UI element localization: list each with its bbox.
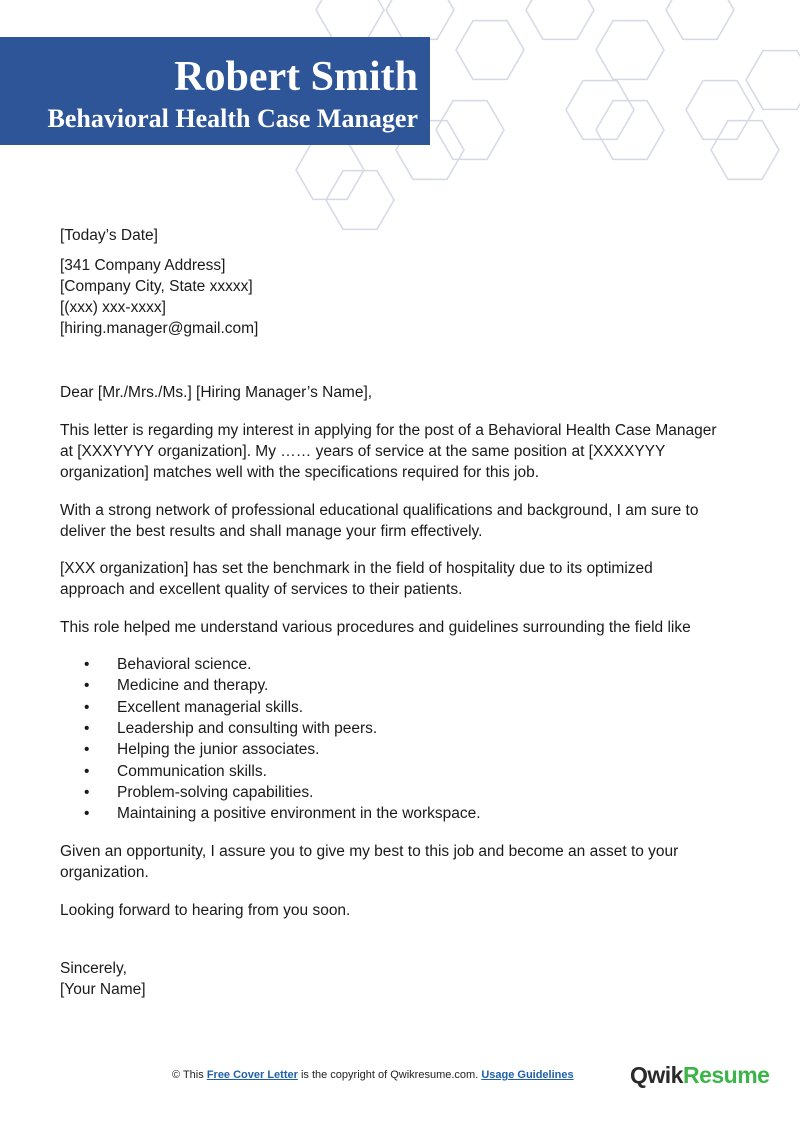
bullet-item: Leadership and consulting with peers. bbox=[117, 719, 378, 737]
bullet-icon: • bbox=[84, 805, 90, 823]
header-banner bbox=[0, 37, 430, 145]
closing-line: Looking forward to hearing from you soon. bbox=[60, 902, 351, 919]
hexagon-shape bbox=[686, 81, 754, 140]
bullet-icon: • bbox=[84, 783, 90, 801]
hexagon-shape bbox=[526, 0, 594, 39]
signoff-line: [Your Name] bbox=[60, 981, 146, 998]
hexagon-shape bbox=[666, 0, 734, 39]
paragraph-line: [XXX organization] has set the benchmark in the field of hospitality due to its optimized bbox=[60, 560, 653, 577]
hexagon-shape bbox=[711, 121, 779, 180]
logo-part1: Qwik bbox=[630, 1062, 683, 1088]
address-line: [Company City, State xxxxx] bbox=[60, 278, 253, 295]
bullet-icon: • bbox=[84, 656, 90, 673]
hexagon-shape bbox=[436, 101, 504, 160]
bullet-item: Problem-solving capabilities. bbox=[117, 783, 314, 801]
footer-copyright bbox=[172, 1069, 574, 1081]
paragraph-line: deliver the best results and shall manage your firm effectively. bbox=[60, 523, 483, 540]
paragraph-line: approach and excellent quality of services to their patients. bbox=[60, 581, 463, 598]
hexagon-shape bbox=[596, 21, 664, 80]
address-line: [hiring.manager@gmail.com] bbox=[60, 320, 259, 337]
salutation: Dear [Mr./Mrs./Ms.] [Hiring Manager’s Name], bbox=[60, 384, 373, 401]
paragraph-line: With a strong network of professional educational qualifications and background, I am sure to bbox=[60, 502, 699, 519]
bullet-item: Helping the junior associates. bbox=[117, 741, 320, 759]
hexagon-shape bbox=[566, 81, 634, 140]
paragraph-line: at [XXXYYYY organization]. My …… years of service at the same position at [XXXXYYY bbox=[60, 443, 666, 460]
footer-middle: is the copyright of Qwikresume.com. bbox=[297, 1069, 482, 1081]
signoff-line: Sincerely, bbox=[60, 960, 127, 977]
hexagon-shape bbox=[316, 0, 384, 39]
bullet-item: Maintaining a positive environment in the workspace. bbox=[117, 805, 481, 823]
footer-prefix: © This bbox=[172, 1069, 207, 1081]
bullet-icon: • bbox=[84, 741, 90, 759]
usage-guidelines-link[interactable]: Usage Guidelines bbox=[481, 1069, 574, 1081]
logo-part2: Resume bbox=[682, 1062, 770, 1088]
bullet-icon: • bbox=[84, 677, 90, 695]
bullet-item: Communication skills. bbox=[117, 762, 267, 780]
hexagon-shape bbox=[746, 51, 800, 110]
bullet-icon: • bbox=[84, 698, 90, 716]
closing-line: organization. bbox=[60, 864, 149, 881]
bullet-icon: • bbox=[84, 762, 90, 780]
qwikresume-logo bbox=[630, 1062, 769, 1089]
job-title: Behavioral Health Case Manager bbox=[47, 104, 418, 133]
address-line: [(xxx) xxx-xxxx] bbox=[60, 299, 166, 316]
paragraph-line: This role helped me understand various procedures and guidelines surrounding the field like bbox=[60, 619, 691, 636]
paragraph-line: This letter is regarding my interest in applying for the post of a Behavioral Health Case Manager bbox=[60, 422, 717, 439]
bullet-item: Excellent managerial skills. bbox=[117, 698, 304, 716]
free-cover-letter-link[interactable]: Free Cover Letter bbox=[206, 1069, 298, 1081]
paragraph-line: organization] matches well with the specifications required for this job. bbox=[60, 464, 540, 481]
bullet-item: Behavioral science. bbox=[117, 656, 252, 673]
hexagon-shape bbox=[456, 21, 524, 80]
applicant-name: Robert Smith bbox=[174, 54, 418, 100]
bullet-item: Medicine and therapy. bbox=[117, 677, 269, 695]
address-line: [341 Company Address] bbox=[60, 257, 226, 274]
closing-line: Given an opportunity, I assure you to give my best to this job and become an asset to your bbox=[60, 843, 679, 860]
date-line: [Today’s Date] bbox=[60, 227, 158, 244]
hexagon-shape bbox=[596, 101, 664, 160]
bullet-icon: • bbox=[84, 719, 90, 737]
hexagon-shape bbox=[386, 0, 454, 39]
